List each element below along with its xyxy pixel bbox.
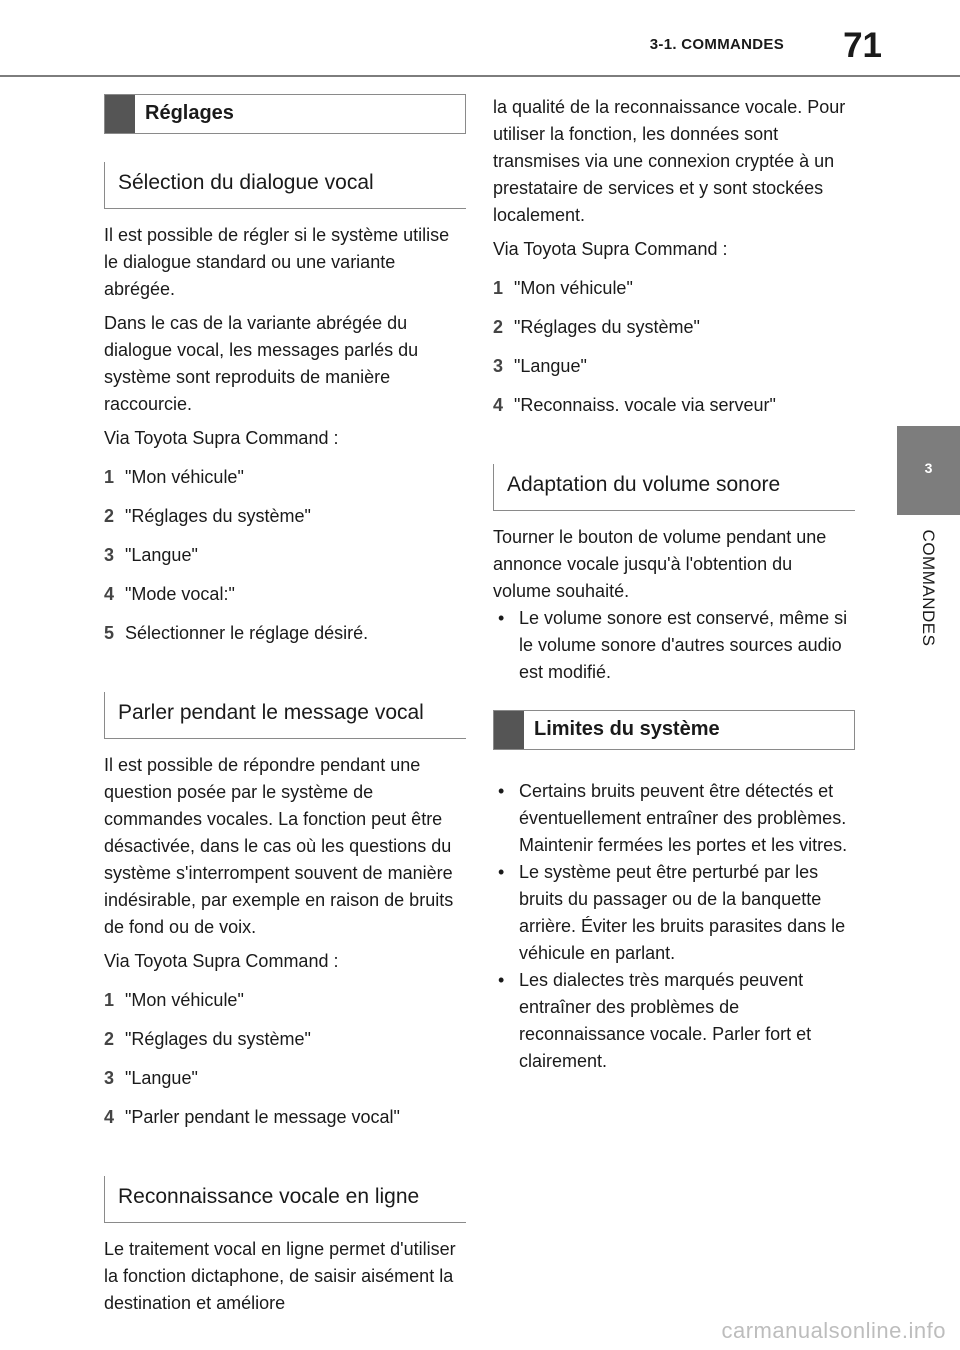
talk-during-message-heading: Parler pendant le message vocal [104, 692, 466, 739]
step-item: 3 "Langue" [104, 545, 198, 565]
settings-heading-box [104, 94, 466, 134]
right-column [493, 94, 855, 1081]
section-title: 3-1. COMMANDES [649, 36, 784, 53]
chapter-number: 3 [924, 460, 933, 476]
bullet-item: • Certains bruits peuvent être détectés et éventuellement entraîner des problèmes. Maintenir fermées les portes et les vitres. [493, 778, 855, 859]
online-recognition-heading: Reconnaissance vocale en ligne [104, 1176, 466, 1223]
step-item: 4 "Mode vocal:" [104, 584, 235, 604]
heading-bar [494, 711, 524, 749]
step-item: 3 "Langue" [493, 356, 587, 376]
paragraph: Dans le cas de la variante abrégée du dialogue vocal, les messages parlés du système sont reproduits de manière raccourcie. [104, 313, 419, 414]
bullet-list [493, 778, 855, 1075]
chapter-tab[interactable] [897, 426, 960, 515]
left-column [104, 94, 466, 1317]
bullet-list [493, 605, 855, 686]
chapter-label: COMMANDES [919, 529, 938, 647]
watermark: carmanualsonline.info [721, 1318, 946, 1343]
paragraph: Il est possible de répondre pendant une question posée par le système de commandes vocales. La fonction peut être désactivée, dans le cas où les questions du système s'interrompent souvent de manière indésirable, par exemple en raison de bruits de fond ou de voix. [104, 755, 454, 937]
via-command: Via Toyota Supra Command : [104, 951, 339, 971]
step-item: 1 "Mon véhicule" [493, 278, 633, 298]
header-divider [0, 75, 960, 77]
system-limits-heading-box [493, 710, 855, 750]
page-number: 71 [843, 26, 882, 65]
paragraph: la qualité de la reconnaissance vocale. Pour utiliser la fonction, les données sont transmises via une connexion cryptée à un prestataire de services et y sont stockées localement. [493, 97, 846, 225]
step-item: 1 "Mon véhicule" [104, 990, 244, 1010]
via-command: Via Toyota Supra Command : [493, 239, 728, 259]
bullet-item: • Les dialectes très marqués peuvent entraîner des problèmes de reconnaissance vocale. Parler fort et clairement. [493, 967, 855, 1075]
heading-bar [105, 95, 135, 133]
settings-heading: Réglages [145, 102, 234, 124]
page-header [0, 0, 960, 80]
step-item: 4 "Reconnaiss. vocale via serveur" [493, 395, 776, 415]
paragraph: Le traitement vocal en ligne permet d'utiliser la fonction dictaphone, de saisir aisément la destination et améliore [104, 1239, 456, 1313]
step-item: 4 "Parler pendant le message vocal" [104, 1107, 400, 1127]
paragraph: Tourner le bouton de volume pendant une annonce vocale jusqu'à l'obtention du volume souhaité. [493, 527, 827, 601]
bullet-item: • Le système peut être perturbé par les bruits du passager ou de la banquette arrière. Éviter les bruits parasites dans le véhicule en parlant. [493, 859, 855, 967]
via-command: Via Toyota Supra Command : [104, 428, 339, 448]
voice-dialog-heading: Sélection du dialogue vocal [104, 162, 466, 209]
step-item: 2 "Réglages du système" [104, 506, 311, 526]
volume-adaptation-heading: Adaptation du volume sonore [493, 464, 855, 511]
bullet-item: • Le volume sonore est conservé, même si le volume sonore d'autres sources audio est modifié. [493, 605, 855, 686]
step-item: 2 "Réglages du système" [104, 1029, 311, 1049]
paragraph: Il est possible de régler si le système utilise le dialogue standard ou une variante abrégée. [104, 225, 450, 299]
step-item: 5 Sélectionner le réglage désiré. [104, 623, 369, 643]
step-item: 1 "Mon véhicule" [104, 467, 244, 487]
system-limits-heading: Limites du système [534, 718, 720, 740]
step-item: 2 "Réglages du système" [493, 317, 700, 337]
step-item: 3 "Langue" [104, 1068, 198, 1088]
